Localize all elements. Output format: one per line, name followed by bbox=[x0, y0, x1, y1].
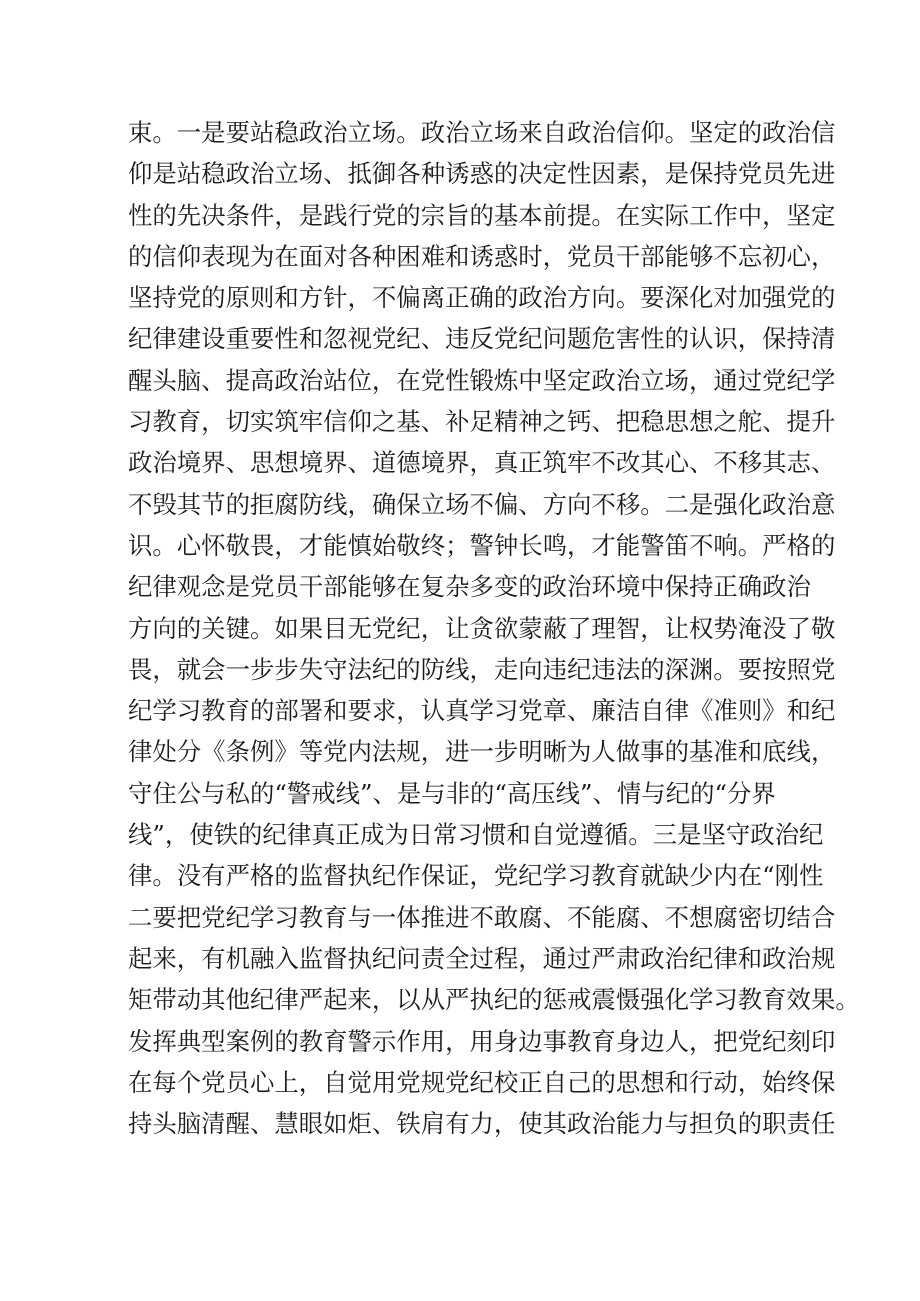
text-line: 矩带动其他纪律严起来，以从严执纪的惩戒震慑强化学习教育效果。 bbox=[128, 985, 860, 1015]
text-line: 二要把党纪学习教育与一体推进不敢腐、不能腐、不想腐密切结合 bbox=[128, 902, 836, 932]
text-line: 起来，有机融入监督执纪问责全过程，通过严肃政治纪律和政治规 bbox=[128, 943, 836, 973]
text-line: 仰是站稳政治立场、抵御各种诱惑的决定性因素，是保持党员先进 bbox=[128, 159, 836, 189]
text-line: 纪律建设重要性和忽视党纪、违反党纪问题危害性的认识，保持清 bbox=[128, 324, 836, 354]
text-line: 方向的关键。如果目无党纪，让贪欲蒙蔽了理智，让权势淹没了敬 bbox=[128, 613, 836, 643]
text-line: 性的先决条件，是践行党的宗旨的基本前提。在实际工作中，坚定 bbox=[128, 200, 836, 230]
text-line: 纪律观念是党员干部能够在复杂多变的政治环境中保持正确政治 bbox=[128, 572, 811, 602]
text-line: 识。心怀敬畏，才能慎始敬终；警钟长鸣，才能警笛不响。严格的 bbox=[128, 530, 836, 560]
text-line: 醒头脑、提高政治站位，在党性锻炼中坚定政治立场，通过党纪学 bbox=[128, 365, 836, 395]
text-line: 守住公与私的“警戒线”、是与非的“高压线”、情与纪的“分界 bbox=[128, 778, 776, 808]
text-line: 畏，就会一步步失守法纪的防线，走向违纪违法的深渊。要按照党 bbox=[128, 654, 836, 684]
text-line: 律。没有严格的监督执纪作保证，党纪学习教育就缺少内在“刚性 bbox=[128, 861, 824, 891]
text-line: 纪学习教育的部署和要求，认真学习党章、廉洁自律《准则》和纪 bbox=[128, 696, 836, 726]
text-line: 的信仰表现为在面对各种困难和诱惑时，党员干部能够不忘初心， bbox=[128, 241, 836, 271]
text-line: 线”，使铁的纪律真正成为日常习惯和自觉遵循。三是坚守政治纪 bbox=[128, 820, 824, 850]
body-text bbox=[128, 112, 860, 1144]
text-line: 政治境界、思想境界、道德境界，真正筑牢不改其心、不移其志、 bbox=[128, 448, 836, 478]
text-line: 发挥典型案例的教育警示作用，用身边事教育身边人，把党纪刻印 bbox=[128, 1026, 836, 1056]
text-line: 律处分《条例》等党内法规，进一步明晰为人做事的基准和底线， bbox=[128, 737, 836, 767]
text-line: 在每个党员心上，自觉用党规党纪校正自己的思想和行动，始终保 bbox=[128, 1067, 836, 1097]
text-line: 持头脑清醒、慧眼如炬、铁肩有力，使其政治能力与担负的职责任 bbox=[128, 1109, 836, 1139]
text-line: 不毁其节的拒腐防线，确保立场不偏、方向不移。二是强化政治意 bbox=[128, 489, 836, 519]
text-line: 习教育，切实筑牢信仰之基、补足精神之钙、把稳思想之舵、提升 bbox=[128, 407, 836, 437]
text-line: 坚持党的原则和方针，不偏离正确的政治方向。要深化对加强党的 bbox=[128, 283, 836, 313]
text-line: 束。一是要站稳政治立场。政治立场来自政治信仰。坚定的政治信 bbox=[128, 118, 836, 147]
